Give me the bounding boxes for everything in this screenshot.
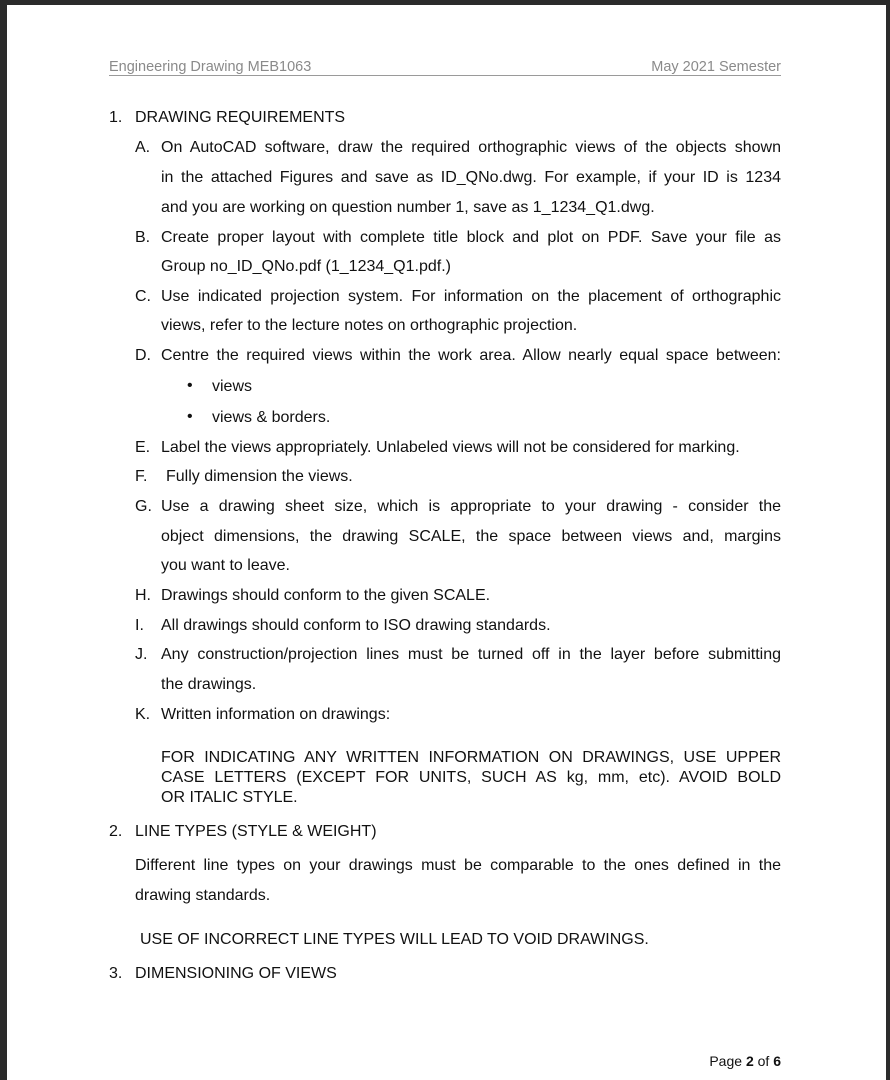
section-2-title: LINE TYPES (STYLE & WEIGHT) — [135, 823, 377, 840]
item-j-label: J. — [135, 646, 148, 663]
header-semester: May 2021 Semester — [651, 59, 781, 75]
page-total: 6 — [773, 1053, 781, 1069]
item-g-line-2: object dimensions, the drawing SCALE, the space between views and, margins — [161, 528, 781, 545]
item-c-label: C. — [135, 288, 151, 305]
item-k-line-1: Written information on drawings: — [161, 706, 391, 723]
item-f-line-1: Fully dimension the views. — [166, 468, 353, 485]
item-i-label: I. — [135, 617, 144, 634]
item-g-label: G. — [135, 498, 152, 515]
item-d-label: D. — [135, 347, 151, 364]
item-k-label: K. — [135, 706, 151, 723]
page-current: 2 — [745, 1053, 754, 1069]
page-number — [709, 1053, 781, 1069]
item-f-label: F. — [135, 468, 148, 485]
bullet-dot: • — [187, 377, 193, 394]
item-j-line-1: Any construction/projection lines must be turned off in the layer before submitting — [161, 646, 781, 663]
item-c-line-1: Use indicated projection system. For information on the placement of orthographic — [161, 288, 781, 305]
section-2-warning: USE OF INCORRECT LINE TYPES WILL LEAD TO VOID DRAWINGS. — [140, 931, 649, 948]
item-a-line-1: On AutoCAD software, draw the required orthographic views of the objects shown — [161, 139, 781, 156]
item-b-line-2: Group no_ID_QNo.pdf (1_1234_Q1.pdf.) — [161, 258, 451, 275]
item-j-line-2: the drawings. — [161, 676, 257, 693]
document-page — [7, 5, 886, 1080]
item-h-label: H. — [135, 587, 151, 604]
section-2-paragraph-line-2: drawing standards. — [135, 887, 271, 904]
item-a-line-2: in the attached Figures and save as ID_QNo.dwg. For example, if your ID is 1234 — [161, 169, 781, 186]
page-of: of — [757, 1053, 770, 1069]
item-i-line-1: All drawings should conform to ISO drawing standards. — [161, 617, 551, 634]
item-d-bullet-1: views — [212, 378, 253, 395]
item-g-line-3: you want to leave. — [161, 557, 290, 574]
item-h-line-1: Drawings should conform to the given SCALE. — [161, 587, 491, 604]
caps-note-line-3: OR ITALIC STYLE. — [161, 789, 298, 806]
header-course: Engineering Drawing MEB1063 — [109, 59, 312, 75]
caps-note-line-1: FOR INDICATING ANY WRITTEN INFORMATION ON DRAWINGS, USE UPPER — [161, 749, 781, 766]
section-2-number: 2. — [109, 823, 123, 840]
item-b-line-1: Create proper layout with complete title block and plot on PDF. Save your file as — [161, 229, 781, 246]
caps-note-line-2: CASE LETTERS (EXCEPT FOR UNITS, SUCH AS kg, mm, etc). AVOID BOLD — [161, 769, 781, 786]
item-b-label: B. — [135, 229, 151, 246]
section-3-title: DIMENSIONING OF VIEWS — [135, 965, 337, 982]
section-3-number: 3. — [109, 965, 123, 982]
section-1-number: 1. — [109, 109, 123, 126]
item-g-line-1: Use a drawing sheet size, which is appropriate to your drawing - consider the — [161, 498, 781, 515]
item-d-line-1: Centre the required views within the work area. Allow nearly equal space between: — [161, 347, 781, 364]
item-e-label: E. — [135, 439, 151, 456]
section-2-paragraph-line-1: Different line types on your drawings must be comparable to the ones defined in the — [135, 857, 781, 874]
item-a-line-3: and you are working on question number 1, save as 1_1234_Q1.dwg. — [161, 199, 655, 216]
item-e-line-1: Label the views appropriately. Unlabeled views will not be considered for marking. — [161, 439, 740, 456]
section-1-title: DRAWING REQUIREMENTS — [135, 109, 346, 126]
item-d-bullet-2: views & borders. — [212, 409, 331, 426]
item-c-line-2: views, refer to the lecture notes on orthographic projection. — [161, 317, 578, 334]
item-a-label: A. — [135, 139, 151, 156]
bullet-dot: • — [187, 408, 193, 425]
page-prefix: Page — [709, 1053, 743, 1069]
page-header — [109, 57, 781, 76]
